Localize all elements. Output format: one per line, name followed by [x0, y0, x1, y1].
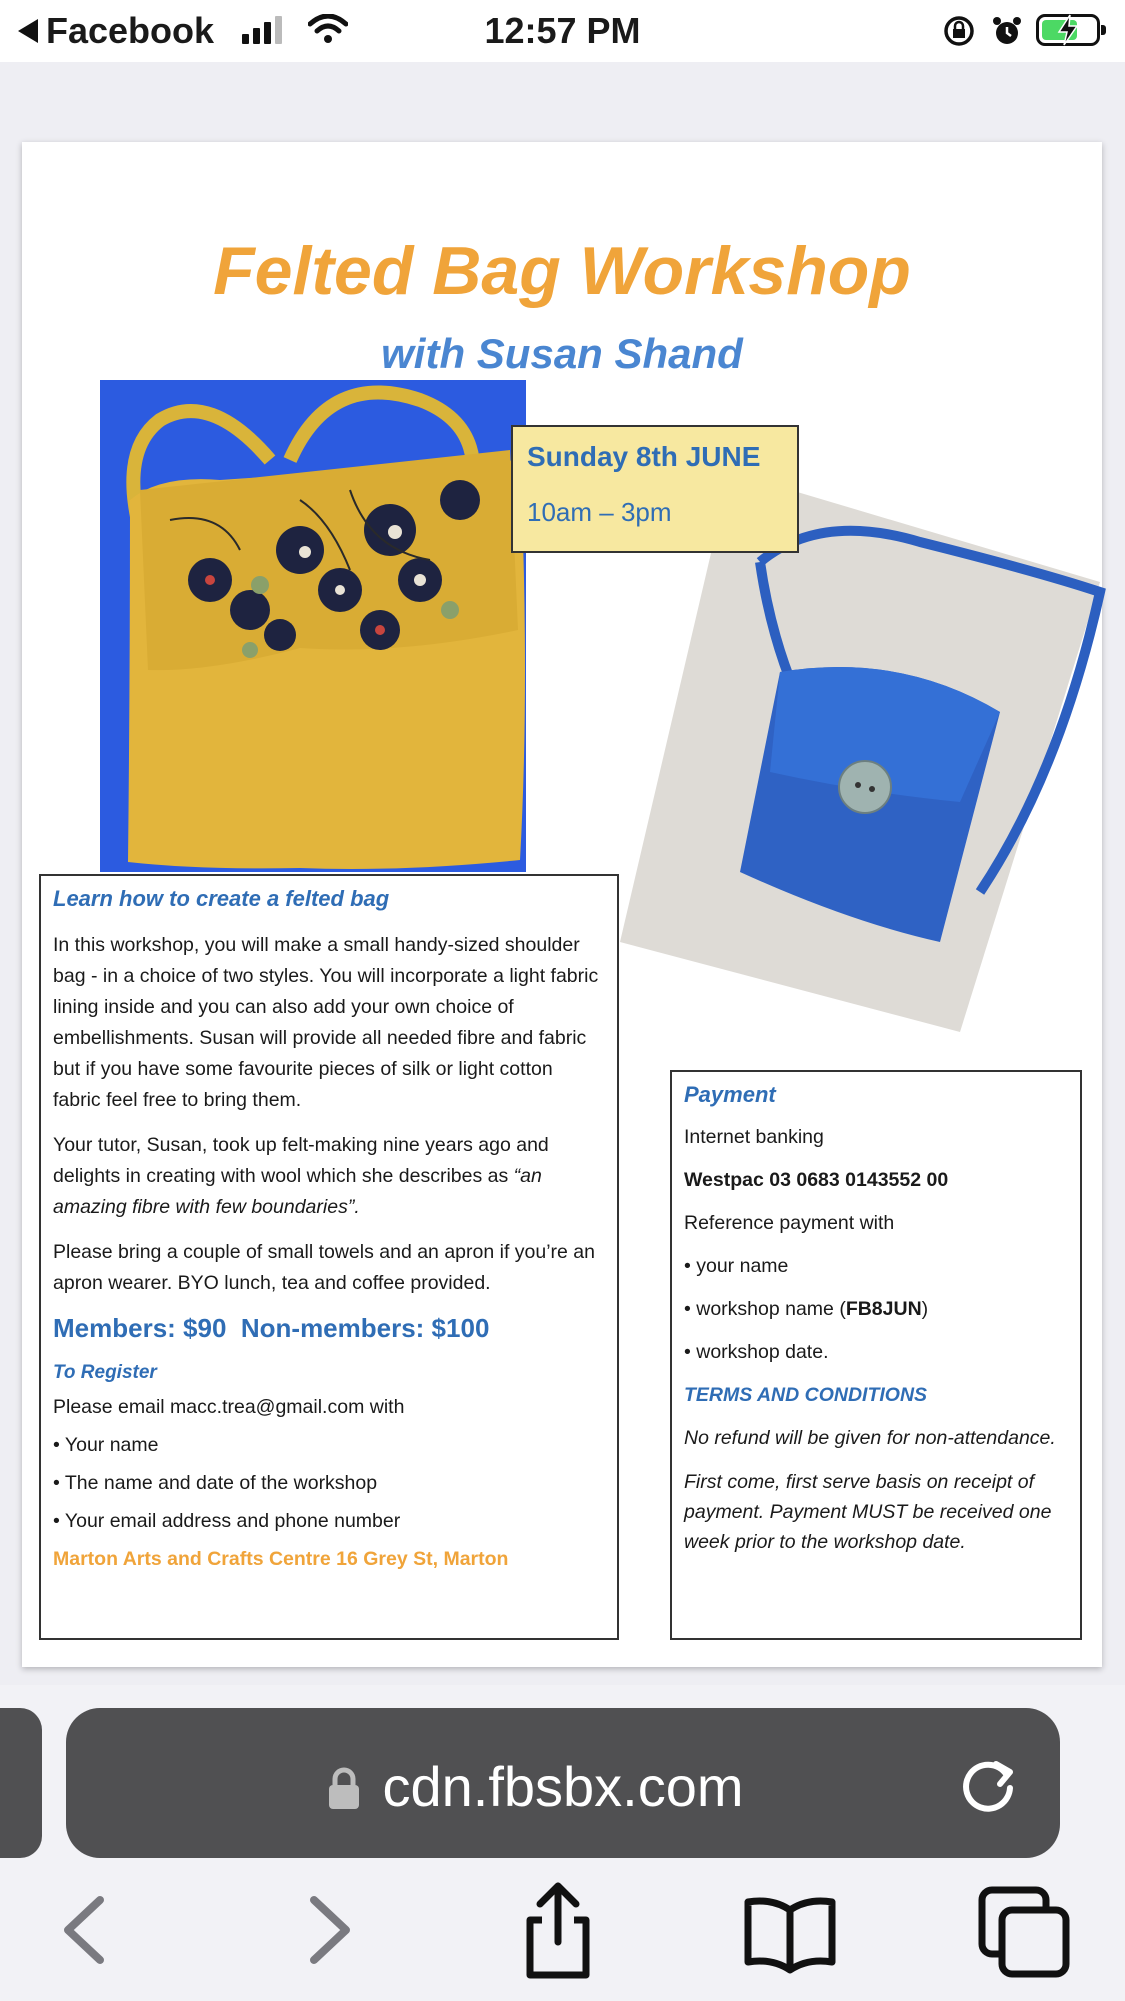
url-text: cdn.fbsbx.com [382, 1755, 744, 1818]
forward-icon[interactable] [280, 1880, 376, 1980]
workshop-time: 10am – 3pm [527, 497, 672, 527]
date-box [511, 425, 799, 553]
reference-item: • workshop date. [684, 1341, 829, 1363]
info-heading: Learn how to create a felted bag [53, 886, 390, 911]
reload-icon[interactable] [956, 1752, 1022, 1818]
reference-intro: Reference payment with [684, 1212, 895, 1234]
flyer-title: Felted Bag Workshop [213, 233, 911, 309]
term-item: No refund will be given for non-attendance. [684, 1427, 1056, 1449]
payment-box [670, 1070, 1082, 1640]
bank-account: Westpac 03 0683 0143552 00 [684, 1169, 949, 1191]
bookmarks-icon[interactable] [742, 1880, 838, 1980]
payment-method: Internet banking [684, 1126, 824, 1148]
previous-tab-peek[interactable] [0, 1708, 42, 1858]
flyer-subtitle: with Susan Shand [381, 330, 743, 377]
payment-heading: Payment [684, 1082, 776, 1107]
share-icon[interactable] [510, 1880, 606, 1980]
reference-item: • your name [684, 1255, 789, 1277]
register-item: • The name and date of the workshop [53, 1472, 378, 1494]
status-time: 12:57 PM [484, 10, 641, 51]
info-paragraph-1: In this workshop, you will make a small handy-sized shoulder bag - in a choice of two styles. You will incorporate a light fabric lining inside and you can also add your own choice of embellishments. Susan will provide all needed fibre and fabric but if you have some favourite pieces of silk or light cotton fabric feel free to bring them. [53, 934, 599, 1111]
info-paragraph-2: Your tutor, Susan, took up felt-making nine years ago and delights in creating with wool which she describes as “an amazing fibre with few boundaries”. [53, 1134, 549, 1218]
alarm-icon [990, 14, 1024, 48]
info-paragraph-3: Please bring a couple of small towels and an apron if you’re an apron wearer. BYO lunch, tea and coffee provided. [53, 1241, 595, 1294]
address-bar[interactable] [66, 1708, 1060, 1858]
register-item: • Your email address and phone number [53, 1510, 401, 1532]
rotation-lock-icon [942, 14, 976, 48]
prices: Members: $90 Non-members: $100 [53, 1313, 490, 1343]
terms-heading: TERMS AND CONDITIONS [684, 1384, 928, 1406]
venue-address: Marton Arts and Crafts Centre 16 Grey St, Marton [53, 1548, 509, 1570]
workshop-date: Sunday 8th JUNE [527, 441, 761, 472]
battery-charging-icon [1036, 14, 1100, 46]
register-line: Please email macc.trea@gmail.com with [53, 1396, 405, 1418]
term-item: First come, first serve basis on receipt of payment. Payment MUST be received one week prior to the workshop date. [684, 1471, 1052, 1553]
tabs-icon[interactable] [976, 1880, 1072, 1980]
blue-felted-bag-photo [620, 472, 1120, 1032]
status-bar [0, 0, 1125, 62]
workshop-info-box [39, 874, 619, 1640]
flyer-document [22, 142, 1102, 1667]
reference-item: • workshop name (FB8JUN) [684, 1298, 929, 1320]
yellow-felted-bag-photo [100, 380, 526, 872]
back-icon[interactable] [38, 1880, 134, 1980]
register-heading: To Register [53, 1362, 157, 1383]
register-item: • Your name [53, 1434, 159, 1456]
back-app-label: Facebook [46, 10, 215, 51]
